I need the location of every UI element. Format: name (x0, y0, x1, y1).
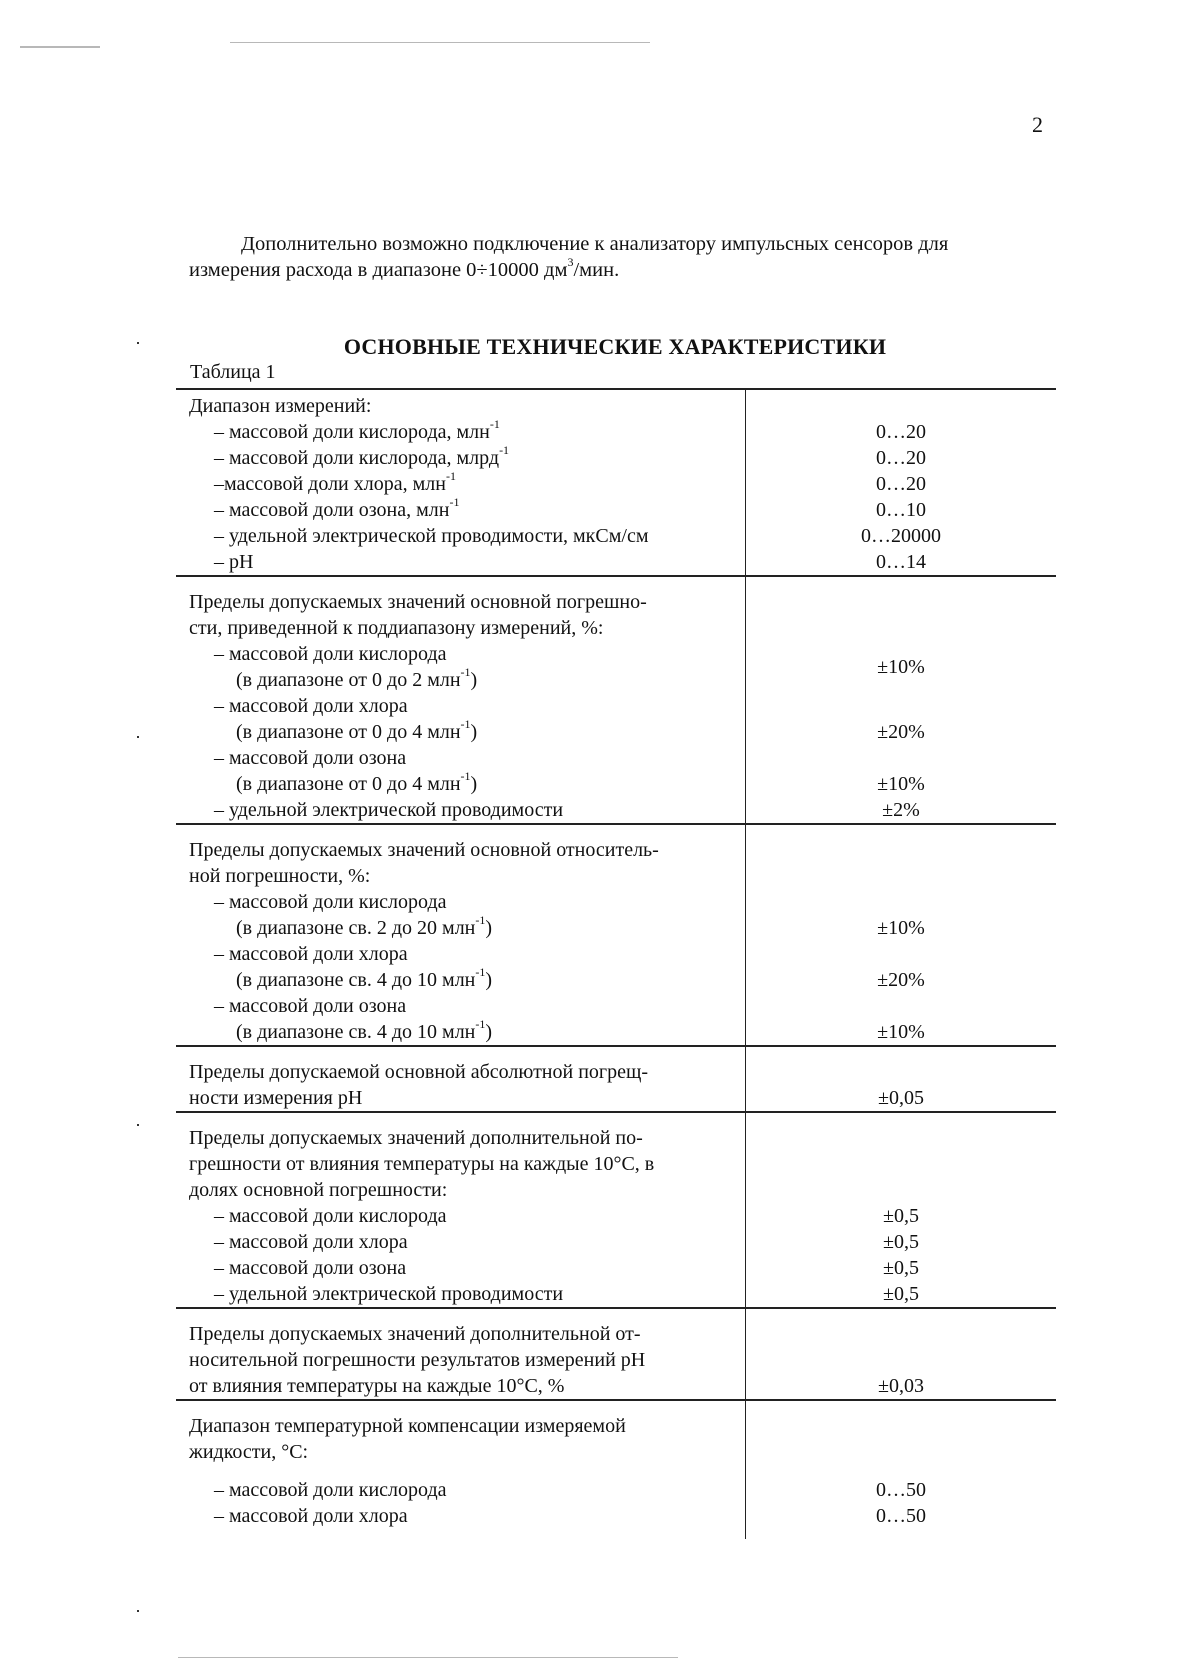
row-value: 0…20000 (861, 525, 941, 547)
row-range: (в диапазоне св. 4 до 10 млн$^{-1}$) (236, 1017, 493, 1043)
row-label: – массовой доли кислорода (214, 1479, 447, 1501)
table-section-ph-temperature-error (176, 1308, 1056, 1400)
row-value: 0…10 (876, 499, 926, 521)
row-label: – массовой доли озона (214, 1257, 407, 1279)
scan-artifact-bottom (178, 1657, 678, 1658)
row-label: – массовой доли озона, млн$^{-1}$ (214, 495, 460, 521)
row-range: (в диапазоне св. 4 до 10 млн$^{-1}$) (236, 965, 493, 991)
row-value: ±10% (877, 917, 925, 939)
row-label: –массовой доли хлора, млн$^{-1}$ (214, 469, 456, 495)
row-value: ±0,5 (883, 1231, 919, 1253)
row-value: 0…20 (876, 447, 926, 469)
row-label: – массовой доли озона (214, 995, 407, 1017)
section-heading: жидкости, °С: (189, 1441, 309, 1463)
margin-dot (137, 1610, 139, 1612)
row-value: 0…14 (876, 551, 926, 573)
row-range: (в диапазоне от 0 до 4 млн$^{-1}$) (236, 717, 478, 743)
table-section-temperature-compensation (176, 1400, 1056, 1539)
section-heading: ной погрешности, %: (189, 865, 371, 887)
row-label: – удельной электрической проводимости (214, 799, 564, 821)
specifications-table (176, 388, 1056, 1539)
row-label: – массовой доли хлора (214, 943, 408, 965)
section-heading: Пределы допускаемых значений дополнительной от- (189, 1323, 641, 1345)
section-heading: сти, приведенной к поддиапазону измерений, %: (189, 617, 604, 639)
row-value: ±0,05 (878, 1087, 924, 1109)
table-section-measurement-range (176, 389, 1056, 576)
section-heading: от влияния температуры на каждые 10°С, % (189, 1375, 565, 1397)
row-value: 0…50 (876, 1505, 926, 1527)
section-heading: Пределы допускаемых значений основной погрешно- (189, 591, 647, 613)
row-value: ±20% (877, 969, 925, 991)
row-label: – массовой доли хлора (214, 695, 408, 717)
row-value: ±20% (877, 721, 925, 743)
row-range: (в диапазоне от 0 до 2 млн$^{-1}$) (236, 665, 478, 691)
row-value: ±10% (877, 773, 925, 795)
row-value: ±0,5 (883, 1257, 919, 1279)
row-value: ±0,03 (878, 1375, 924, 1397)
section-heading: ности измерения pH (189, 1087, 363, 1109)
row-value: 0…20 (876, 473, 926, 495)
table-section-relative-error (176, 824, 1056, 1046)
section-heading: грешности от влияния температуры на каждые 10°С, в (189, 1153, 655, 1175)
section-title: ОСНОВНЫЕ ТЕХНИЧЕСКИЕ ХАРАКТЕРИСТИКИ (343, 334, 887, 359)
section-heading: Диапазон измерений: (189, 395, 372, 417)
row-value: 0…20 (876, 421, 926, 443)
row-label: – массовой доли кислорода (214, 1205, 447, 1227)
table-section-temperature-error (176, 1112, 1056, 1308)
row-value: 0…50 (876, 1479, 926, 1501)
row-label: – удельной электрической проводимости, мкСм/см (214, 525, 649, 547)
section-heading: Диапазон температурной компенсации измеряемой (189, 1415, 626, 1437)
scan-artifact-top (230, 42, 650, 43)
row-label: – массовой доли озона (214, 747, 407, 769)
row-value: ±10% (877, 656, 925, 678)
page-number: 2 (1032, 112, 1043, 137)
section-heading: носительной погрешности результатов измерений pH (189, 1349, 646, 1371)
row-value: ±2% (882, 799, 920, 821)
row-label: – массовой доли кислорода (214, 891, 447, 913)
row-range: (в диапазоне св. 2 до 20 млн$^{-1}$) (236, 913, 493, 939)
section-heading: долях основной погрешности: (189, 1179, 448, 1201)
row-value: ±0,5 (883, 1283, 919, 1305)
row-label: – массовой доли кислорода, млрд$^{-1}$ (214, 443, 510, 469)
intro-paragraph (189, 231, 1049, 283)
table-section-reduced-error (176, 576, 1056, 824)
scan-artifact-top (20, 46, 100, 48)
row-label: – массовой доли кислорода, млн$^{-1}$ (214, 417, 500, 443)
margin-dot (137, 1124, 139, 1126)
section-heading: Пределы допускаемой основной абсолютной погрещ- (189, 1061, 649, 1083)
section-heading: Пределы допускаемых значений дополнительной по- (189, 1127, 643, 1149)
row-label: – удельной электрической проводимости (214, 1283, 564, 1305)
row-label: – pH (214, 551, 254, 573)
row-value: ±10% (877, 1021, 925, 1043)
intro-line-1: Дополнительно возможно подключение к анализатору импульсных сенсоров для (241, 233, 949, 255)
margin-dot (137, 736, 139, 738)
table-label: Таблица 1 (190, 361, 276, 383)
table-section-ph-absolute-error (176, 1046, 1056, 1112)
row-label: – массовой доли кислорода (214, 643, 447, 665)
row-value: ±0,5 (883, 1205, 919, 1227)
margin-dot (137, 342, 139, 344)
intro-line-2: измерения расхода в диапазоне 0÷10000 $дм^3$/мин. (189, 255, 620, 281)
row-label: – массовой доли хлора (214, 1505, 408, 1527)
row-range: (в диапазоне от 0 до 4 млн$^{-1}$) (236, 769, 478, 795)
section-heading: Пределы допускаемых значений основной относитель- (189, 839, 659, 861)
row-label: – массовой доли хлора (214, 1231, 408, 1253)
